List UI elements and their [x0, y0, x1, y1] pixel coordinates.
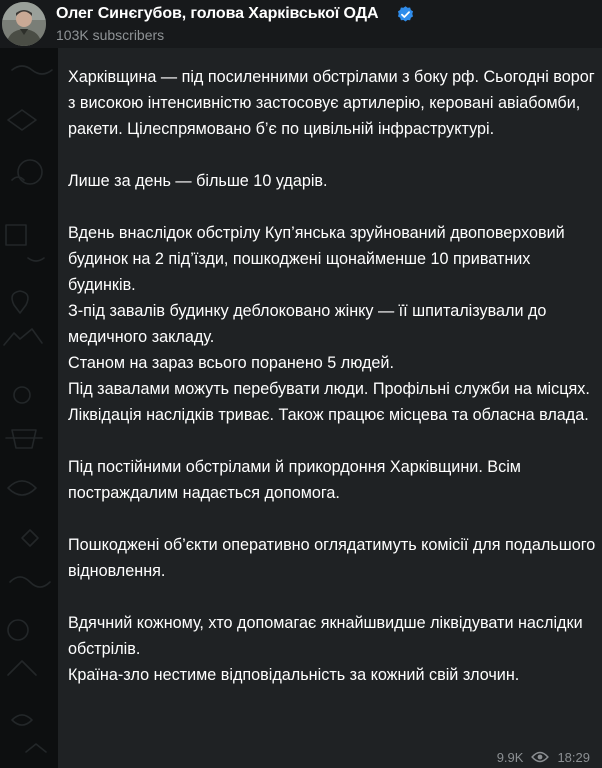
paragraph-3-line-2: З-під завалів будинку деблоковано жінку — її шпиталізували до медичного закладу. [68, 302, 547, 346]
channel-header[interactable] [0, 0, 602, 48]
subscriber-count: 103K subscribers [56, 27, 165, 43]
verified-badge-icon [396, 5, 415, 24]
paragraph-6-line-1: Вдячний кожному, хто допомагає якнайшвидше ліквідувати наслідки обстрілів. [68, 614, 583, 658]
paragraph-3-line-3: Станом на зараз всього поранено 5 людей. [68, 354, 394, 372]
message-text [68, 64, 598, 688]
channel-title[interactable]: Олег Синєгубов, голова Харківської ОДА [56, 5, 379, 22]
person-avatar-icon [2, 2, 46, 46]
paragraph-2: Лише за день — більше 10 ударів. [68, 172, 328, 190]
message-bubble[interactable] [58, 48, 602, 768]
channel-avatar[interactable] [2, 2, 46, 46]
paragraph-6-line-2: Країна-зло нестиме відповідальність за кожний свій злочин. [68, 666, 520, 684]
paragraph-3-line-1: Вдень внаслідок обстрілу Куп’янська зруйнований двоповерховий будинок на 2 під’їзди, пошкоджені щонайменше 10 приватних будинків. [68, 224, 565, 294]
paragraph-4: Під постійними обстрілами й прикордоння Харківщини. Всім постраждалим надається допомога. [68, 458, 521, 502]
eye-icon [531, 751, 549, 763]
paragraph-5: Пошкоджені об’єкти оперативно оглядатимуть комісії для подальшого відновлення. [68, 536, 596, 580]
paragraph-3-line-4: Під завалами можуть перебувати люди. Профільні служби на місцях. Ліквідація наслідків триває. Також працює місцева та обласна влада. [68, 380, 590, 424]
paragraph-1: Харківщина — під посиленними обстрілами з боку рф. Сьогодні ворог з високою інтенсивністю застосовує артилерію, керовані авіабомби, ракети. Цілеспрямовано б’є по цивільній інфраструктурі. [68, 68, 595, 138]
message-meta [497, 748, 590, 766]
view-count: 9.9K [496, 749, 524, 765]
message-time: 18:29 [557, 749, 590, 765]
